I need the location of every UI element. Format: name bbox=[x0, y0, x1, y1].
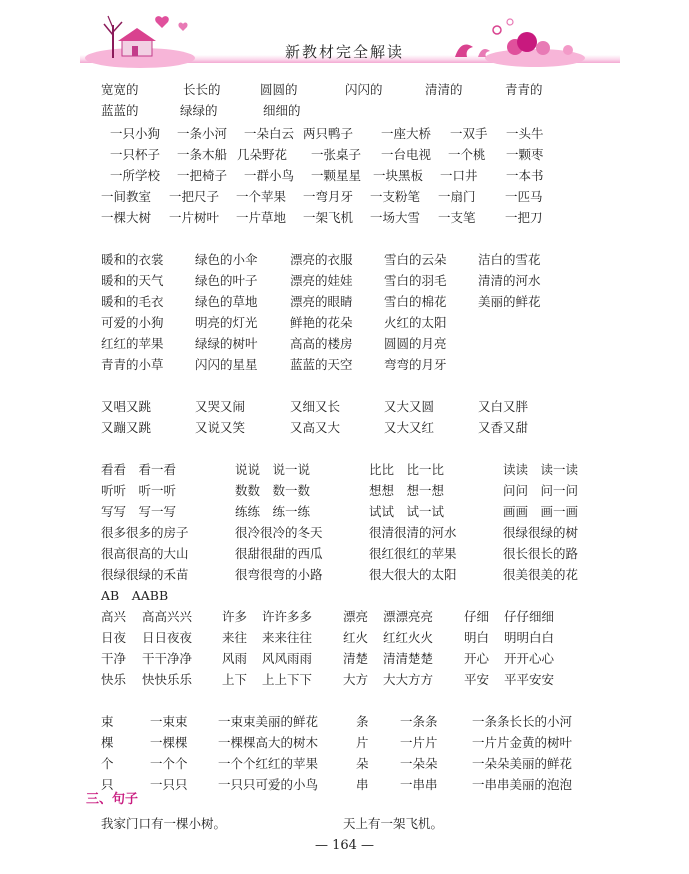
phrase-item: 明白 bbox=[464, 630, 490, 645]
phrase-item: 青青的小草 bbox=[101, 357, 164, 372]
phrase-item: 又蹦又跳 bbox=[101, 420, 152, 435]
phrase-item: 束 bbox=[101, 714, 114, 729]
phrase-item: 一只只 bbox=[150, 777, 188, 792]
phrase-item: 红火 bbox=[343, 630, 369, 645]
phrase-item: 朵 bbox=[356, 756, 369, 771]
phrase-item: 一把椅子 bbox=[177, 168, 228, 183]
phrase-item: 明亮的灯光 bbox=[195, 315, 258, 330]
phrase-item: 上上下下 bbox=[262, 672, 313, 687]
phrase-item: 一条小河 bbox=[177, 126, 228, 141]
phrase-item: 一条木船 bbox=[177, 147, 228, 162]
phrase-item: 很红很红的苹果 bbox=[369, 546, 457, 561]
phrase-row bbox=[0, 586, 689, 606]
phrase-row bbox=[0, 544, 689, 564]
phrase-item: 看看 看一看 bbox=[101, 462, 177, 477]
phrase-item: 开开心心 bbox=[504, 651, 555, 666]
phrase-item: 很甜很甜的西瓜 bbox=[235, 546, 323, 561]
phrase-item: 风风雨雨 bbox=[262, 651, 313, 666]
page-number: — 164 — bbox=[314, 838, 375, 853]
phrase-item: 想想 想一想 bbox=[369, 483, 445, 498]
phrase-item: 听听 听一听 bbox=[101, 483, 177, 498]
phrase-item: 圆圆的 bbox=[260, 82, 298, 97]
phrase-item: 一张桌子 bbox=[311, 147, 362, 162]
phrase-row bbox=[0, 80, 689, 100]
phrase-item: 一间教室 bbox=[101, 189, 152, 204]
phrase-item: 两只鸭子 bbox=[303, 126, 354, 141]
phrase-item: 圆圆的月亮 bbox=[384, 336, 447, 351]
phrase-item: 明明白白 bbox=[504, 630, 555, 645]
page-header bbox=[0, 0, 689, 80]
phrase-item: 弯弯的月牙 bbox=[384, 357, 447, 372]
phrase-item: 一片树叶 bbox=[169, 210, 220, 225]
phrase-item: 一束束 bbox=[150, 714, 188, 729]
phrase-item: 一把尺子 bbox=[169, 189, 220, 204]
heart-icon bbox=[155, 16, 187, 31]
phrase-item: 暖和的天气 bbox=[101, 273, 164, 288]
phrase-item: 绿色的草地 bbox=[195, 294, 258, 309]
phrase-item: 长长的 bbox=[183, 82, 221, 97]
phrase-item: 又白又胖 bbox=[478, 399, 529, 414]
phrase-item: 几朵野花 bbox=[237, 147, 288, 162]
phrase-item: 一片草地 bbox=[236, 210, 287, 225]
phrase-item: 一块黑板 bbox=[373, 168, 424, 183]
phrase-row bbox=[0, 565, 689, 585]
phrase-item: 仔仔细细 bbox=[504, 609, 555, 624]
phrase-item: 平平安安 bbox=[504, 672, 555, 687]
phrase-item: 说说 说一说 bbox=[235, 462, 311, 477]
phrase-item: 一朵朵 bbox=[400, 756, 438, 771]
phrase-item: 一群小鸟 bbox=[244, 168, 295, 183]
phrase-row bbox=[0, 187, 689, 207]
phrase-item: 快乐 bbox=[101, 672, 127, 687]
phrase-item: 火红的太阳 bbox=[384, 315, 447, 330]
phrase-item: 一朵朵美丽的鲜花 bbox=[472, 756, 573, 771]
phrase-item: 绿绿的树叶 bbox=[195, 336, 258, 351]
phrase-item: 一条条长长的小河 bbox=[472, 714, 573, 729]
phrase-item: 来来往往 bbox=[262, 630, 313, 645]
phrase-item: 漂亮的衣服 bbox=[290, 252, 353, 267]
phrase-row bbox=[0, 397, 689, 417]
phrase-row bbox=[0, 208, 689, 228]
phrase-row bbox=[0, 628, 689, 648]
phrase-item: 又哭又闹 bbox=[195, 399, 246, 414]
phrase-row bbox=[0, 101, 689, 121]
phrase-item: 仔细 bbox=[464, 609, 490, 624]
phrase-item: 闪闪的 bbox=[345, 82, 383, 97]
phrase-item: 上下 bbox=[222, 672, 248, 687]
phrase-item: 一只只可爱的小鸟 bbox=[218, 777, 319, 792]
phrase-item: 一朵白云 bbox=[244, 126, 295, 141]
phrase-item: 高高兴兴 bbox=[142, 609, 193, 624]
phrase-item: 一个个红红的苹果 bbox=[218, 756, 319, 771]
phrase-item: 很弯很弯的小路 bbox=[235, 567, 323, 582]
phrase-item: 细细的 bbox=[263, 103, 301, 118]
phrase-item: 暖和的毛衣 bbox=[101, 294, 164, 309]
phrase-item: 一支粉笔 bbox=[370, 189, 421, 204]
phrase-item: 一片片 bbox=[400, 735, 438, 750]
phrase-row bbox=[0, 814, 689, 834]
phrase-item: 绿色的小伞 bbox=[195, 252, 258, 267]
phrase-row bbox=[0, 124, 689, 144]
phrase-item: 暖和的衣裳 bbox=[101, 252, 164, 267]
phrase-item: 数数 数一数 bbox=[235, 483, 311, 498]
phrase-item: 写写 写一写 bbox=[101, 504, 177, 519]
phrase-item: 日夜 bbox=[101, 630, 127, 645]
phrase-item: 一双手 bbox=[450, 126, 488, 141]
phrase-item: 一束束美丽的鲜花 bbox=[218, 714, 319, 729]
phrase-item: 可爱的小狗 bbox=[101, 315, 164, 330]
phrase-item: 个 bbox=[101, 756, 114, 771]
phrase-item: 蓝蓝的 bbox=[101, 103, 139, 118]
phrase-item: 高高的楼房 bbox=[290, 336, 353, 351]
phrase-item: 一串串 bbox=[400, 777, 438, 792]
phrase-item: 一只杯子 bbox=[110, 147, 161, 162]
phrase-item: 又细又长 bbox=[290, 399, 341, 414]
phrase-item: 很长很长的路 bbox=[503, 546, 579, 561]
phrase-item: 又高又大 bbox=[290, 420, 341, 435]
phrase-item: 练练 练一练 bbox=[235, 504, 311, 519]
phrase-item: 一弯月牙 bbox=[303, 189, 354, 204]
phrase-row bbox=[0, 649, 689, 669]
phrase-item: 漂漂亮亮 bbox=[383, 609, 434, 624]
phrase-item: 一架飞机 bbox=[303, 210, 354, 225]
phrase-row bbox=[0, 250, 689, 270]
phrase-item: 一座大桥 bbox=[381, 126, 432, 141]
phrase-row bbox=[0, 670, 689, 690]
phrase-item: 一棵棵高大的树木 bbox=[218, 735, 319, 750]
phrase-item: 我家门口有一棵小树。 bbox=[101, 816, 227, 831]
phrase-item: 很多很多的房子 bbox=[101, 525, 189, 540]
phrase-item: 条 bbox=[356, 714, 369, 729]
phrase-item: 一片片金黄的树叶 bbox=[472, 735, 573, 750]
phrase-item: 一头牛 bbox=[506, 126, 544, 141]
phrase-item: 又香又甜 bbox=[478, 420, 529, 435]
phrase-item: 闪闪的星星 bbox=[195, 357, 258, 372]
phrase-item: 一颗枣 bbox=[506, 147, 544, 162]
phrase-item: 一把刀 bbox=[505, 210, 543, 225]
header-title: 新教材完全解读 bbox=[284, 43, 404, 61]
phrase-row bbox=[0, 271, 689, 291]
phrase-item: 一条条 bbox=[400, 714, 438, 729]
phrase-item: 很清很清的河水 bbox=[369, 525, 457, 540]
phrase-item: 快快乐乐 bbox=[142, 672, 193, 687]
phrase-row bbox=[0, 418, 689, 438]
phrase-item: 试试 试一试 bbox=[369, 504, 445, 519]
phrase-item: 一本书 bbox=[506, 168, 544, 183]
phrase-item: 很绿很绿的树 bbox=[503, 525, 579, 540]
phrase-row bbox=[0, 607, 689, 627]
phrase-item: 一个个 bbox=[150, 756, 188, 771]
phrase-row bbox=[0, 502, 689, 522]
phrase-item: 一串串美丽的泡泡 bbox=[472, 777, 573, 792]
phrase-item: 很美很美的花 bbox=[503, 567, 579, 582]
phrase-item: 一颗星星 bbox=[311, 168, 362, 183]
phrase-item: 风雨 bbox=[222, 651, 248, 666]
phrase-row bbox=[0, 523, 689, 543]
phrase-item: 读读 读一读 bbox=[503, 462, 579, 477]
phrase-item: 一个苹果 bbox=[236, 189, 287, 204]
phrase-item: 干净 bbox=[101, 651, 127, 666]
phrase-item: 红红的苹果 bbox=[101, 336, 164, 351]
phrase-item: 干干净净 bbox=[142, 651, 193, 666]
section-heading-sentences: 三、句子 bbox=[86, 792, 139, 807]
phrase-row bbox=[0, 754, 689, 774]
phrase-item: 平安 bbox=[464, 672, 490, 687]
phrase-item: 高兴 bbox=[101, 609, 127, 624]
phrase-item: 雪白的羽毛 bbox=[384, 273, 447, 288]
phrase-item: 清清的河水 bbox=[478, 273, 541, 288]
phrase-item: 一台电视 bbox=[381, 147, 432, 162]
phrase-row bbox=[0, 292, 689, 312]
phrase-item: 一棵大树 bbox=[101, 210, 152, 225]
phrase-item: 美丽的鲜花 bbox=[478, 294, 541, 309]
phrase-item: 日日夜夜 bbox=[142, 630, 193, 645]
phrase-item: 问问 问一问 bbox=[503, 483, 579, 498]
phrase-item: 鲜艳的花朵 bbox=[290, 315, 353, 330]
phrase-item: 棵 bbox=[101, 735, 114, 750]
phrase-item: 一匹马 bbox=[505, 189, 543, 204]
phrase-item: 宽宽的 bbox=[101, 82, 139, 97]
phrase-item: 比比 比一比 bbox=[369, 462, 445, 477]
phrase-row bbox=[0, 355, 689, 375]
phrase-item: 一场大雪 bbox=[370, 210, 421, 225]
phrase-item: 绿绿的 bbox=[180, 103, 218, 118]
phrase-row bbox=[0, 712, 689, 732]
phrase-item: 一支笔 bbox=[438, 210, 476, 225]
phrase-item: 一所学校 bbox=[110, 168, 161, 183]
phrase-row bbox=[0, 166, 689, 186]
phrase-item: 雪白的云朵 bbox=[384, 252, 447, 267]
phrase-item: 绿色的叶子 bbox=[195, 273, 258, 288]
phrase-item: 很冷很冷的冬天 bbox=[235, 525, 323, 540]
phrase-item: 串 bbox=[356, 777, 369, 792]
header-decoration bbox=[0, 0, 689, 80]
phrase-item: 片 bbox=[356, 735, 369, 750]
phrase-item: 青青的 bbox=[505, 82, 543, 97]
phrase-item: 漂亮的眼睛 bbox=[290, 294, 353, 309]
phrase-item: 漂亮的娃娃 bbox=[290, 273, 353, 288]
phrase-item: 红红火火 bbox=[383, 630, 434, 645]
phrase-item: 画画 画一画 bbox=[503, 504, 579, 519]
phrase-item: 又唱又跳 bbox=[101, 399, 152, 414]
phrase-item: 许许多多 bbox=[262, 609, 313, 624]
phrase-item: AB AABB bbox=[101, 588, 169, 603]
phrase-item: 一只小狗 bbox=[110, 126, 161, 141]
phrase-item: 清清的 bbox=[425, 82, 463, 97]
phrase-item: 清清楚楚 bbox=[383, 651, 434, 666]
phrase-item: 蓝蓝的天空 bbox=[290, 357, 353, 372]
phrase-item: 开心 bbox=[464, 651, 490, 666]
phrase-item: 很绿很绿的禾苗 bbox=[101, 567, 189, 582]
phrase-row bbox=[0, 334, 689, 354]
phrase-item: 来往 bbox=[222, 630, 248, 645]
phrase-item: 一扇门 bbox=[438, 189, 476, 204]
phrase-item: 许多 bbox=[222, 609, 248, 624]
phrase-item: 天上有一架飞机。 bbox=[343, 816, 444, 831]
phrase-item: 清楚 bbox=[343, 651, 369, 666]
phrase-row bbox=[0, 733, 689, 753]
phrase-item: 一个桃 bbox=[448, 147, 486, 162]
phrase-row bbox=[0, 145, 689, 165]
phrase-item: 一口井 bbox=[440, 168, 478, 183]
phrase-item: 又大又圆 bbox=[384, 399, 435, 414]
phrase-item: 大方 bbox=[343, 672, 369, 687]
phrase-item: 洁白的雪花 bbox=[478, 252, 541, 267]
phrase-item: 很高很高的大山 bbox=[101, 546, 189, 561]
phrase-row bbox=[0, 460, 689, 480]
phrase-item: 雪白的棉花 bbox=[384, 294, 447, 309]
phrase-item: 一棵棵 bbox=[150, 735, 188, 750]
phrase-item: 只 bbox=[101, 777, 114, 792]
phrase-item: 大大方方 bbox=[383, 672, 434, 687]
phrase-item: 又说又笑 bbox=[195, 420, 246, 435]
phrase-item: 很大很大的太阳 bbox=[369, 567, 457, 582]
phrase-item: 漂亮 bbox=[343, 609, 369, 624]
phrase-item: 又大又红 bbox=[384, 420, 435, 435]
phrase-row bbox=[0, 481, 689, 501]
phrase-row bbox=[0, 313, 689, 333]
